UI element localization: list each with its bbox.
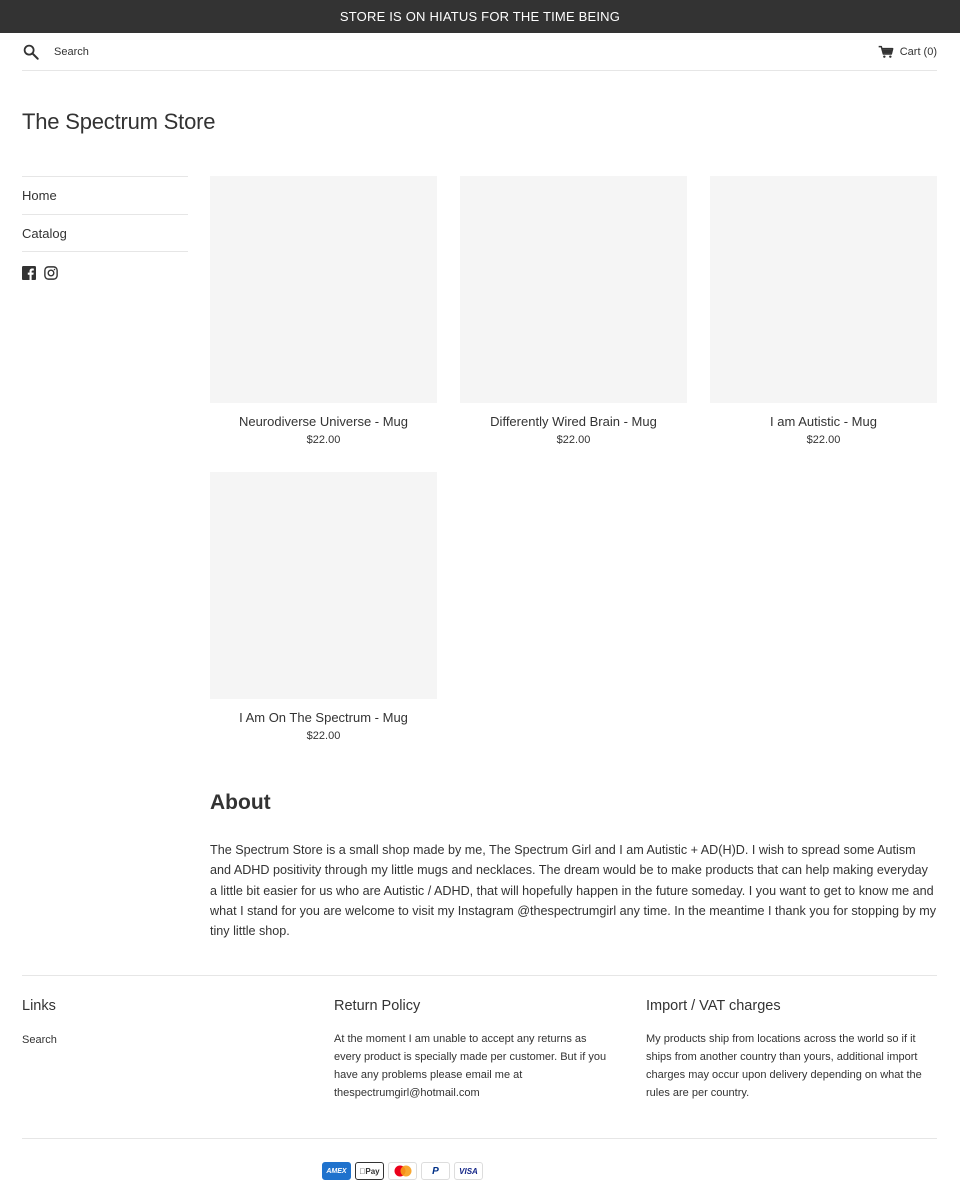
- mastercard-circles: [393, 1165, 413, 1177]
- footer-import-vat-column: [646, 998, 938, 1102]
- product-card-neurodiverse-universe[interactable]: [210, 176, 437, 446]
- product-image[interactable]: [210, 472, 437, 699]
- facebook-icon[interactable]: [22, 266, 36, 280]
- about-heading: About: [210, 791, 271, 814]
- cart-icon: [878, 45, 894, 59]
- import-vat-text: My products ship from locations across the world so if it ships from another country than yours, additional import charges may occur upon delivery depending on what the rules are per country.: [646, 1033, 922, 1099]
- product-title: I Am On The Spectrum - Mug: [239, 710, 408, 725]
- mastercard-icon: [388, 1162, 417, 1180]
- about-text: The Spectrum Store is a small shop made by me, The Spectrum Girl and I am Autistic + AD(H)D. I wish to spread some Autism and ADHD positivity through my little mugs and necklaces. The dream would be to make products that can help making everyday a little bit easier for us who are Autistic / ADHD, that will hopefully happen in the future someday. I you want to get to know me and what I stand for you are welcome to visit my Instagram @thespectrumgirl any time. In the meantime I thank you for stopping by my tiny little shop.: [210, 843, 937, 939]
- visa-label: VISA: [459, 1166, 478, 1176]
- footer-return-policy-column: [334, 998, 616, 1102]
- amex-icon: [322, 1162, 351, 1180]
- product-price: $22.00: [556, 434, 591, 446]
- search-icon[interactable]: [22, 43, 40, 61]
- cart-link[interactable]: [878, 33, 937, 70]
- paypal-label: P: [432, 1165, 439, 1177]
- site-title[interactable]: The Spectrum Store: [22, 109, 216, 134]
- footer-divider: [22, 975, 937, 976]
- social-links: [22, 266, 188, 280]
- announcement-bar: [0, 0, 960, 33]
- apple-pay-label: Pay: [362, 1166, 377, 1176]
- product-card-i-am-autistic[interactable]: [710, 176, 937, 446]
- product-card-i-am-on-the-spectrum[interactable]: [210, 472, 437, 742]
- paypal-icon: [421, 1162, 450, 1180]
- product-title: I am Autistic - Mug: [770, 414, 877, 429]
- product-image[interactable]: [710, 176, 937, 403]
- payment-icons: [322, 1162, 483, 1180]
- return-policy-text: At the moment I am unable to accept any returns as every product is specially made per customer. But if you have any problems please email me at thespectrumgirl@hotmail.com: [334, 1033, 607, 1099]
- product-price: $22.00: [806, 434, 841, 446]
- product-title: Neurodiverse Universe - Mug: [238, 414, 409, 429]
- return-policy-heading: Return Policy: [334, 998, 421, 1014]
- search-input[interactable]: [54, 46, 254, 58]
- footer-links-heading: Links: [22, 998, 56, 1014]
- instagram-icon[interactable]: [44, 266, 58, 280]
- announcement-text: STORE IS ON HIATUS FOR THE TIME BEING: [339, 9, 621, 24]
- footer-links-column: [22, 998, 314, 1048]
- product-title: Differently Wired Brain - Mug: [490, 414, 657, 429]
- sidebar-item-home[interactable]: Home: [22, 176, 188, 214]
- amex-label: AMEX: [326, 1167, 347, 1175]
- search-bar: [22, 33, 937, 71]
- import-vat-heading: Import / VAT charges: [646, 998, 781, 1014]
- product-price: $22.00: [306, 434, 341, 446]
- visa-icon: [454, 1162, 483, 1180]
- product-image[interactable]: [460, 176, 687, 403]
- apple-pay-icon: [355, 1162, 384, 1180]
- footer-bottom-divider: [22, 1138, 937, 1139]
- cart-label: Cart (0): [899, 45, 937, 58]
- product-card-differently-wired-brain[interactable]: [460, 176, 687, 446]
- sidebar-nav: [22, 176, 188, 280]
- product-image[interactable]: [210, 176, 437, 403]
- sidebar-item-catalog[interactable]: Catalog: [22, 214, 188, 252]
- footer-link-search[interactable]: Search: [22, 1034, 57, 1046]
- product-price: $22.00: [306, 730, 341, 742]
